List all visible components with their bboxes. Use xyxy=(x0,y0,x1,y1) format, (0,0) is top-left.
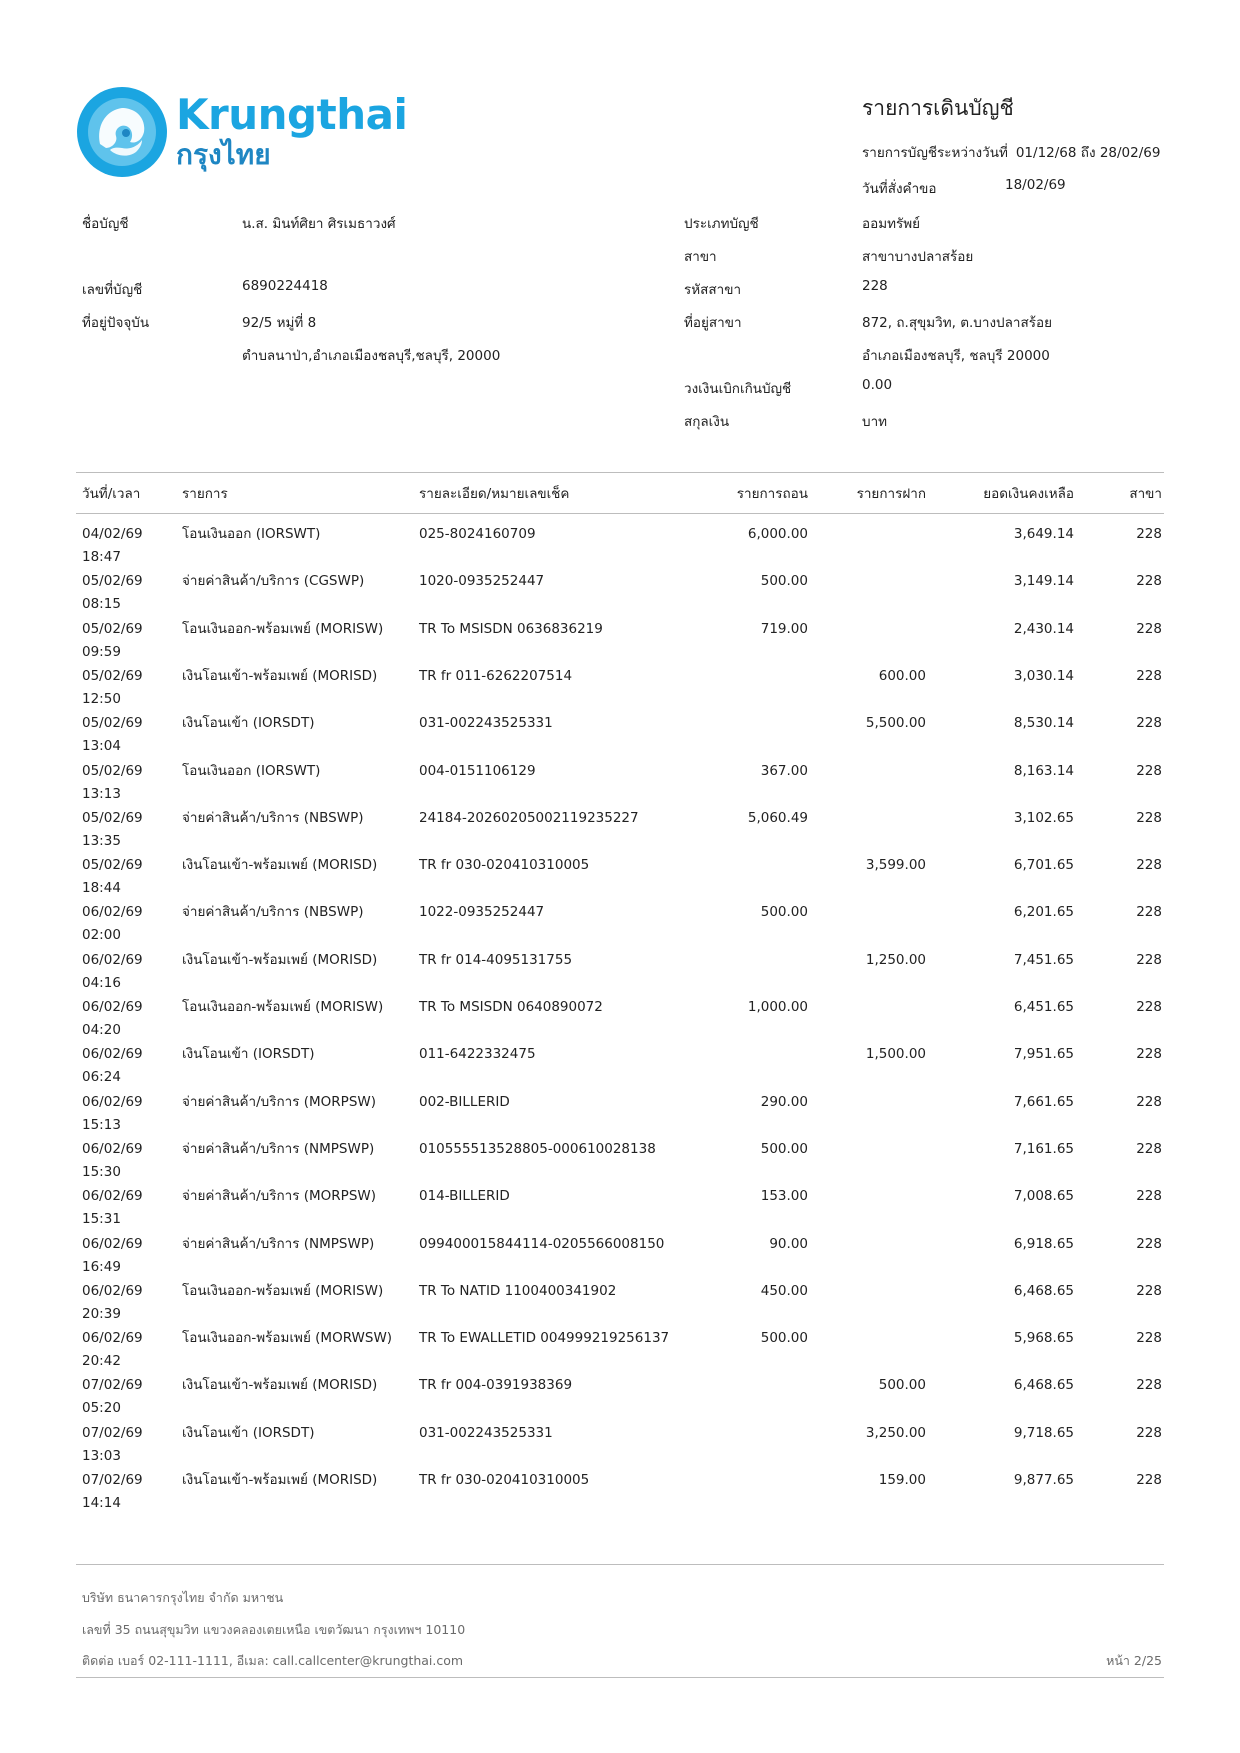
transaction-description: เงินโอนเข้า-พร้อมเพย์ (MORISD) xyxy=(182,857,378,874)
transaction-detail: TR fr 004-0391938369 xyxy=(419,1377,573,1394)
table-row xyxy=(0,807,1240,854)
transaction-datetime xyxy=(82,807,143,853)
transaction-branch: 228 xyxy=(1136,857,1162,874)
transaction-description: จ่ายค่าสินค้า/บริการ (MORPSW) xyxy=(182,1188,377,1205)
transaction-description: เงินโอนเข้า (IORSDT) xyxy=(182,715,315,732)
transaction-datetime xyxy=(82,665,143,711)
transaction-date: 05/02/69 xyxy=(82,857,143,874)
transaction-withdrawal: 719.00 xyxy=(760,620,808,637)
transaction-branch: 228 xyxy=(1136,951,1162,968)
transaction-balance: 7,661.65 xyxy=(1013,1093,1074,1110)
account-type-value: ออมทรัพย์ xyxy=(862,216,921,232)
header-datetime: วันที่/เวลา xyxy=(82,486,141,502)
transaction-branch: 228 xyxy=(1136,1472,1162,1488)
transaction-branch: 228 xyxy=(1136,999,1162,1015)
transaction-branch: 228 xyxy=(1136,762,1162,779)
transaction-description: โอนเงินออก-พร้อมเพย์ (MORISW) xyxy=(182,1282,384,1299)
transaction-time: 18:47 xyxy=(82,549,121,565)
transaction-time: 05:20 xyxy=(82,1400,121,1417)
transaction-detail: 010555513528805-000610028138 xyxy=(419,1140,656,1157)
request-date-label: วันที่สั่งคำขอ xyxy=(862,181,937,197)
branch-address-line1: 872, ถ.สุขุมวิท, ต.บางปลาสร้อย xyxy=(862,315,1052,331)
transaction-branch: 228 xyxy=(1136,1282,1162,1299)
header-withdrawal: รายการถอน xyxy=(736,486,808,502)
transaction-deposit: 3,250.00 xyxy=(865,1424,926,1441)
address-line1: 92/5 หมู่ที่ 8 xyxy=(242,315,317,331)
transaction-detail: TR fr 011-6262207514 xyxy=(419,667,573,684)
transaction-date: 05/02/69 xyxy=(82,715,143,732)
transaction-date: 07/02/69 xyxy=(82,1424,143,1441)
transaction-time: 02:00 xyxy=(82,927,121,944)
transaction-balance: 5,968.65 xyxy=(1013,1330,1074,1347)
transaction-branch: 228 xyxy=(1136,1235,1162,1252)
transaction-detail: 004-0151106129 xyxy=(419,762,536,779)
transaction-withdrawal: 500.00 xyxy=(760,904,808,921)
transaction-datetime xyxy=(82,712,143,758)
transaction-detail: 24184-20260205002119235227 xyxy=(419,809,639,826)
transaction-balance: 7,451.65 xyxy=(1013,951,1074,968)
header-balance: ยอดเงินคงเหลือ xyxy=(983,486,1074,502)
transaction-date: 06/02/69 xyxy=(82,1188,143,1205)
transaction-date: 06/02/69 xyxy=(82,951,143,968)
transaction-time: 14:14 xyxy=(82,1495,121,1511)
transaction-time: 20:42 xyxy=(82,1353,121,1370)
transaction-branch: 228 xyxy=(1136,526,1162,542)
account-type-label: ประเภทบัญชี xyxy=(684,216,759,232)
transaction-date: 06/02/69 xyxy=(82,1093,143,1110)
transaction-balance: 7,008.65 xyxy=(1013,1188,1074,1205)
transaction-date: 04/02/69 xyxy=(82,526,143,542)
transaction-datetime xyxy=(82,1138,143,1184)
transaction-deposit: 1,250.00 xyxy=(865,951,926,968)
transaction-description: โอนเงินออก (IORSWT) xyxy=(182,762,321,779)
table-header-rule xyxy=(76,513,1164,514)
transaction-time: 08:15 xyxy=(82,596,121,613)
transaction-time: 20:39 xyxy=(82,1305,121,1322)
table-row xyxy=(0,1091,1240,1138)
transaction-deposit: 3,599.00 xyxy=(865,857,926,874)
transaction-withdrawal: 290.00 xyxy=(760,1093,808,1110)
address-line2: ตำบลนาป่า,อำเภอเมืองชลบุรี,ชลบุรี, 20000 xyxy=(242,348,501,364)
transaction-datetime xyxy=(82,1422,143,1468)
transaction-detail: 031-002243525331 xyxy=(419,1424,553,1441)
transaction-description: โอนเงินออก (IORSWT) xyxy=(182,526,321,542)
transaction-detail: TR To EWALLETID 004999219256137 xyxy=(419,1330,670,1347)
table-row xyxy=(0,665,1240,712)
transaction-detail: 002-BILLERID xyxy=(419,1093,510,1110)
transaction-withdrawal: 153.00 xyxy=(760,1188,808,1205)
transaction-branch: 228 xyxy=(1136,667,1162,684)
branch-address-line2: อำเภอเมืองชลบุรี, ชลบุรี 20000 xyxy=(862,348,1050,364)
transaction-time: 04:16 xyxy=(82,974,121,991)
transaction-detail: TR To NATID 1100400341902 xyxy=(419,1282,617,1299)
transaction-branch: 228 xyxy=(1136,904,1162,921)
currency-label: สกุลเงิน xyxy=(684,414,730,430)
table-row xyxy=(0,618,1240,665)
transaction-time: 09:59 xyxy=(82,643,121,660)
transaction-date: 07/02/69 xyxy=(82,1377,143,1394)
table-row xyxy=(0,1233,1240,1280)
table-row xyxy=(0,712,1240,759)
transaction-balance: 6,918.65 xyxy=(1013,1235,1074,1252)
transaction-date: 06/02/69 xyxy=(82,1282,143,1299)
transaction-withdrawal: 5,060.49 xyxy=(747,809,808,826)
account-name-value: น.ส. มินท์ศิยา ศิรเมธาวงศ์ xyxy=(242,216,396,232)
transaction-date: 05/02/69 xyxy=(82,667,143,684)
transaction-time: 06:24 xyxy=(82,1069,121,1086)
transaction-time: 13:13 xyxy=(82,785,121,802)
transaction-detail: 1022-0935252447 xyxy=(419,904,545,921)
table-row xyxy=(0,1422,1240,1469)
branch-code-label: รหัสสาขา xyxy=(684,282,742,298)
transaction-branch: 228 xyxy=(1136,620,1162,637)
transaction-datetime xyxy=(82,1280,143,1326)
transaction-date: 06/02/69 xyxy=(82,999,143,1015)
table-top-rule xyxy=(76,472,1164,473)
table-row xyxy=(0,1185,1240,1232)
transaction-detail: 025-8024160709 xyxy=(419,526,536,542)
transaction-balance: 8,163.14 xyxy=(1013,762,1074,779)
header-branch: สาขา xyxy=(1129,486,1162,502)
transaction-withdrawal: 450.00 xyxy=(760,1282,808,1299)
transaction-datetime xyxy=(82,854,143,900)
transaction-balance: 6,701.65 xyxy=(1013,857,1074,874)
footer-contact: ติดต่อ เบอร์ 02-111-1111, อีเมล: call.callcenter@krungthai.com xyxy=(82,1653,464,1668)
transaction-datetime xyxy=(82,1043,143,1089)
table-row xyxy=(0,523,1240,570)
transaction-detail: 014-BILLERID xyxy=(419,1188,510,1205)
transaction-datetime xyxy=(82,1469,143,1515)
transaction-balance: 3,030.14 xyxy=(1013,667,1074,684)
branch-address-label: ที่อยู่สาขา xyxy=(684,315,742,331)
transaction-withdrawal: 500.00 xyxy=(760,1330,808,1347)
transaction-branch: 228 xyxy=(1136,1140,1162,1157)
transaction-datetime xyxy=(82,901,143,947)
transaction-branch: 228 xyxy=(1136,1377,1162,1394)
transaction-datetime xyxy=(82,760,143,806)
transaction-description: โอนเงินออก-พร้อมเพย์ (MORISW) xyxy=(182,620,384,637)
transaction-description: เงินโอนเข้า-พร้อมเพย์ (MORISD) xyxy=(182,1377,378,1394)
transaction-detail: 031-002243525331 xyxy=(419,715,553,732)
transaction-detail: 1020-0935252447 xyxy=(419,573,545,590)
currency-value: บาท xyxy=(862,414,888,430)
transaction-balance: 8,530.14 xyxy=(1013,715,1074,732)
period-value: 01/12/68 ถึง 28/02/69 xyxy=(1015,145,1161,161)
transaction-detail: TR fr 030-020410310005 xyxy=(419,857,590,874)
transaction-time: 15:31 xyxy=(82,1211,121,1228)
transaction-balance: 3,649.14 xyxy=(1013,526,1074,542)
transaction-description: โอนเงินออก-พร้อมเพย์ (MORISW) xyxy=(182,999,384,1015)
brand-name-en: Krungthai xyxy=(176,90,408,139)
transaction-date: 06/02/69 xyxy=(82,904,143,921)
transaction-balance: 2,430.14 xyxy=(1013,620,1074,637)
transaction-time: 18:44 xyxy=(82,880,121,897)
page-number: หน้า 2/25 xyxy=(1106,1653,1162,1668)
branch-code-value: 228 xyxy=(862,278,888,294)
account-number-label: เลขที่บัญชี xyxy=(82,282,143,298)
overdraft-value: 0.00 xyxy=(862,377,893,393)
transaction-date: 06/02/69 xyxy=(82,1140,143,1157)
transaction-time: 15:13 xyxy=(82,1116,121,1133)
transaction-date: 06/02/69 xyxy=(82,1046,143,1063)
request-date-value: 18/02/69 xyxy=(1005,177,1066,193)
transaction-description: จ่ายค่าสินค้า/บริการ (MORPSW) xyxy=(182,1093,377,1110)
transaction-withdrawal: 367.00 xyxy=(760,762,808,779)
transaction-datetime xyxy=(82,949,143,995)
transaction-description: จ่ายค่าสินค้า/บริการ (NBSWP) xyxy=(182,809,364,826)
transaction-datetime xyxy=(82,570,143,616)
transaction-time: 12:50 xyxy=(82,690,121,707)
footer-top-rule xyxy=(76,1564,1164,1565)
transaction-datetime xyxy=(82,1091,143,1137)
transaction-branch: 228 xyxy=(1136,809,1162,826)
transaction-datetime xyxy=(82,1327,143,1373)
transaction-balance: 9,877.65 xyxy=(1013,1472,1074,1488)
table-row xyxy=(0,570,1240,617)
transaction-balance: 7,951.65 xyxy=(1013,1046,1074,1063)
transaction-branch: 228 xyxy=(1136,1424,1162,1441)
table-row xyxy=(0,1327,1240,1374)
transaction-withdrawal: 500.00 xyxy=(760,1140,808,1157)
footer-company: บริษัท ธนาคารกรุงไทย จำกัด มหาชน xyxy=(82,1590,284,1605)
transaction-withdrawal: 90.00 xyxy=(769,1235,808,1252)
transaction-deposit: 5,500.00 xyxy=(865,715,926,732)
overdraft-label: วงเงินเบิกเกินบัญชี xyxy=(684,381,792,397)
header-description: รายการ xyxy=(182,486,228,502)
account-number-value: 6890224418 xyxy=(242,278,328,294)
transaction-description: จ่ายค่าสินค้า/บริการ (NMPSWP) xyxy=(182,1140,375,1157)
transaction-detail: 011-6422332475 xyxy=(419,1046,536,1063)
table-row xyxy=(0,760,1240,807)
table-row xyxy=(0,996,1240,1043)
transaction-balance: 3,102.65 xyxy=(1013,809,1074,826)
transaction-date: 05/02/69 xyxy=(82,762,143,779)
transaction-detail: TR fr 014-4095131755 xyxy=(419,951,573,968)
statement-header xyxy=(862,92,1160,199)
transaction-withdrawal: 500.00 xyxy=(760,573,808,590)
header-deposit: รายการฝาก xyxy=(856,486,926,502)
transaction-date: 07/02/69 xyxy=(82,1472,143,1488)
transaction-description: จ่ายค่าสินค้า/บริการ (CGSWP) xyxy=(182,573,365,590)
transaction-date: 06/02/69 xyxy=(82,1235,143,1252)
table-row xyxy=(0,1469,1240,1516)
transaction-detail: TR To MSISDN 0640890072 xyxy=(419,999,603,1015)
transaction-date: 05/02/69 xyxy=(82,573,143,590)
transaction-detail: TR fr 030-020410310005 xyxy=(419,1472,590,1488)
transaction-time: 16:49 xyxy=(82,1258,121,1275)
table-row xyxy=(0,901,1240,948)
transaction-date: 05/02/69 xyxy=(82,620,143,637)
transaction-branch: 228 xyxy=(1136,1046,1162,1063)
transaction-branch: 228 xyxy=(1136,715,1162,732)
transaction-time: 13:03 xyxy=(82,1447,121,1464)
transaction-branch: 228 xyxy=(1136,573,1162,590)
transaction-withdrawal: 1,000.00 xyxy=(747,999,808,1015)
transaction-balance: 6,451.65 xyxy=(1013,999,1074,1015)
transaction-balance: 3,149.14 xyxy=(1013,573,1074,590)
transaction-detail: TR To MSISDN 0636836219 xyxy=(419,620,603,637)
transaction-time: 04:20 xyxy=(82,1022,121,1038)
table-row xyxy=(0,1280,1240,1327)
transaction-branch: 228 xyxy=(1136,1330,1162,1347)
transaction-description: เงินโอนเข้า-พร้อมเพย์ (MORISD) xyxy=(182,1472,378,1488)
branch-label: สาขา xyxy=(684,249,717,265)
transaction-datetime xyxy=(82,1233,143,1279)
transaction-date: 06/02/69 xyxy=(82,1330,143,1347)
table-row xyxy=(0,854,1240,901)
transaction-deposit: 600.00 xyxy=(878,667,926,684)
transaction-branch: 228 xyxy=(1136,1093,1162,1110)
transaction-description: เงินโอนเข้า-พร้อมเพย์ (MORISD) xyxy=(182,667,378,684)
branch-value: สาขาบางปลาสร้อย xyxy=(862,249,974,265)
transaction-datetime xyxy=(82,1185,143,1231)
transaction-time: 13:35 xyxy=(82,832,121,849)
transaction-deposit: 159.00 xyxy=(878,1472,926,1488)
header-detail: รายละเอียด/หมายเลขเช็ค xyxy=(419,486,570,502)
transaction-detail: 099400015844114-0205566008150 xyxy=(419,1235,665,1252)
transaction-description: เงินโอนเข้า-พร้อมเพย์ (MORISD) xyxy=(182,951,378,968)
transaction-balance: 6,201.65 xyxy=(1013,904,1074,921)
address-label: ที่อยู่ปัจจุบัน xyxy=(82,315,150,331)
footer-address: เลขที่ 35 ถนนสุขุมวิท แขวงคลองเตยเหนือ เขตวัฒนา กรุงเทพฯ 10110 xyxy=(82,1622,466,1637)
transaction-time: 15:30 xyxy=(82,1163,121,1180)
transaction-description: จ่ายค่าสินค้า/บริการ (NBSWP) xyxy=(182,904,364,921)
footer-bottom-rule xyxy=(76,1677,1164,1678)
transaction-balance: 6,468.65 xyxy=(1013,1282,1074,1299)
account-name-label: ชื่อบัญชี xyxy=(82,216,129,232)
transaction-deposit: 500.00 xyxy=(878,1377,926,1394)
table-row xyxy=(0,1138,1240,1185)
brand-name-th: กรุงไทย xyxy=(176,138,271,171)
table-row xyxy=(0,1043,1240,1090)
transaction-balance: 6,468.65 xyxy=(1013,1377,1074,1394)
period-label: รายการบัญชีระหว่างวันที่ xyxy=(862,145,1008,161)
table-row xyxy=(0,1374,1240,1421)
transaction-balance: 9,718.65 xyxy=(1013,1424,1074,1441)
table-row xyxy=(0,949,1240,996)
transaction-deposit: 1,500.00 xyxy=(865,1046,926,1063)
transaction-time: 13:04 xyxy=(82,738,121,755)
transaction-description: โอนเงินออก-พร้อมเพย์ (MORWSW) xyxy=(182,1330,393,1347)
transaction-date: 05/02/69 xyxy=(82,809,143,826)
krungthai-emblem-icon xyxy=(76,86,168,178)
transaction-balance: 7,161.65 xyxy=(1013,1140,1074,1157)
transaction-withdrawal: 6,000.00 xyxy=(747,526,808,542)
transaction-datetime xyxy=(82,1374,143,1420)
krungthai-logo xyxy=(76,86,407,178)
transaction-description: จ่ายค่าสินค้า/บริการ (NMPSWP) xyxy=(182,1235,375,1252)
transaction-branch: 228 xyxy=(1136,1188,1162,1205)
transaction-description: เงินโอนเข้า (IORSDT) xyxy=(182,1424,315,1441)
transaction-description: เงินโอนเข้า (IORSDT) xyxy=(182,1046,315,1063)
transaction-datetime xyxy=(82,996,143,1042)
transaction-datetime xyxy=(82,618,143,664)
transaction-datetime xyxy=(82,523,143,569)
statement-title: รายการเดินบัญชี xyxy=(862,96,1014,120)
